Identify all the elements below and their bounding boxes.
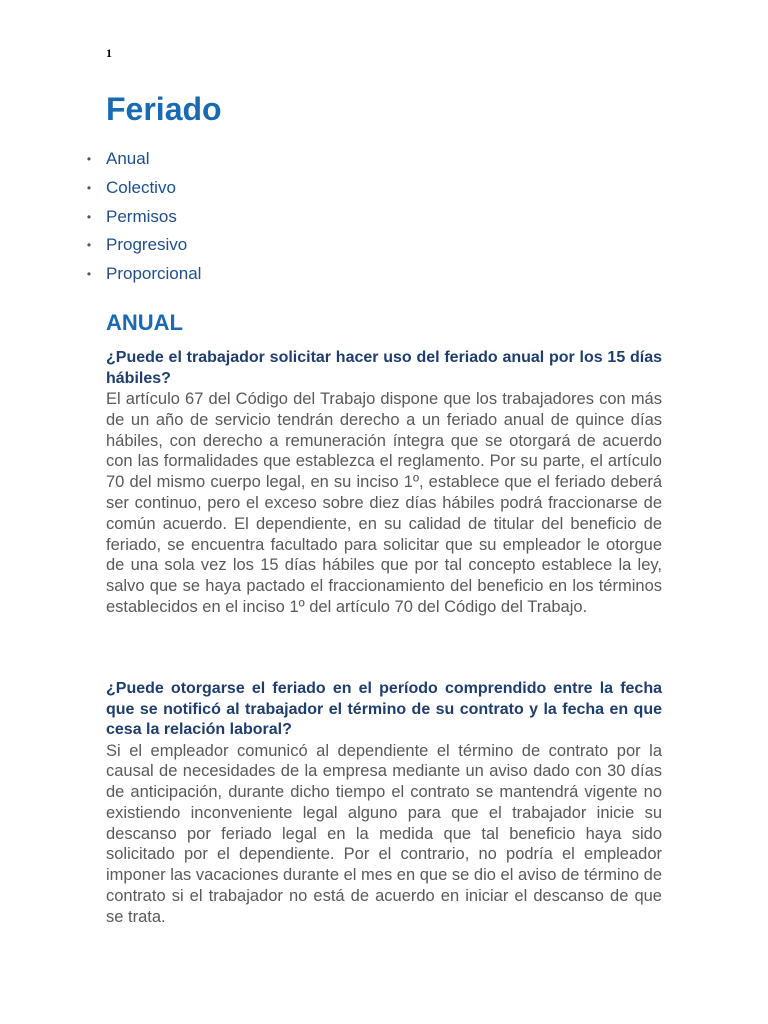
qa-block bbox=[106, 348, 662, 618]
section-heading: ANUAL bbox=[106, 310, 183, 335]
bullet-icon: • bbox=[86, 238, 92, 253]
topic-item-proporcional bbox=[84, 260, 201, 289]
bullet-icon: • bbox=[86, 180, 92, 195]
topic-label: Colectivo bbox=[106, 177, 176, 197]
bullet-icon: • bbox=[86, 152, 92, 166]
topic-item-anual bbox=[84, 145, 201, 174]
topic-label: Permisos bbox=[106, 206, 177, 226]
topic-item-colectivo bbox=[84, 174, 201, 203]
document-title: Feriado bbox=[106, 91, 222, 127]
question-text: ¿Puede el trabajador solicitar hacer uso del feriado anual por los 15 días hábiles? bbox=[106, 349, 662, 387]
topic-item-permisos bbox=[84, 203, 201, 232]
topic-label: Proporcional bbox=[106, 264, 202, 284]
answer-text: Si el empleador comunicó al dependiente el término de contrato por la causal de necesidades de la empresa mediante un aviso dado con 30 días de anticipación, durante dicho tiempo el contrato se mantendrá vigente no existiendo inconveniente legal alguno para que el trabajador inicie su descanso por feriado legal en la medida que tal beneficio haya sido solicitado por el dependiente. Por el contrario, no podría el empleador imponer las vacaciones durante el mes en que se dio el aviso de término de contrato si el trabajador no está de acuerdo en iniciar el descanso de que se trata. bbox=[106, 741, 662, 926]
page-number: 1 bbox=[106, 46, 112, 60]
topic-list bbox=[84, 145, 201, 289]
qa-block bbox=[106, 679, 662, 928]
topic-label: Anual bbox=[106, 149, 150, 168]
bullet-icon: • bbox=[86, 209, 92, 224]
answer-text: El artículo 67 del Código del Trabajo dispone que los trabajadores con más de un año de servicio tendrán derecho a un feriado anual de quince días hábiles, con derecho a remuneración íntegra que se otorgará de acuerdo con las formalidades que establezca el reglamento. Por su parte, el artículo 70 del mismo cuerpo legal, en su inciso 1º, establece que el feriado deberá ser continuo, pero el exceso sobre diez días hábiles podrá fraccionarse de común acuerdo. El dependiente, en su calidad de titular del beneficio de feriado, se encuentra facultado para solicitar que su empleador le otorgue de una sola vez los 15 días hábiles que por tal concepto establece la ley, salvo que se haya pactado el fraccionamiento del beneficio en los términos establecidos en el inciso 1º del artículo 70 del Código del Trabajo. bbox=[106, 390, 662, 616]
bullet-icon: • bbox=[86, 267, 92, 282]
question-text: ¿Puede otorgarse el feriado en el período comprendido entre la fecha que se notificó al trabajador el término de su contrato y la fecha en que cesa la relación laboral? bbox=[106, 680, 662, 738]
topic-item-progresivo bbox=[84, 231, 201, 260]
topic-label: Progresivo bbox=[106, 235, 188, 255]
